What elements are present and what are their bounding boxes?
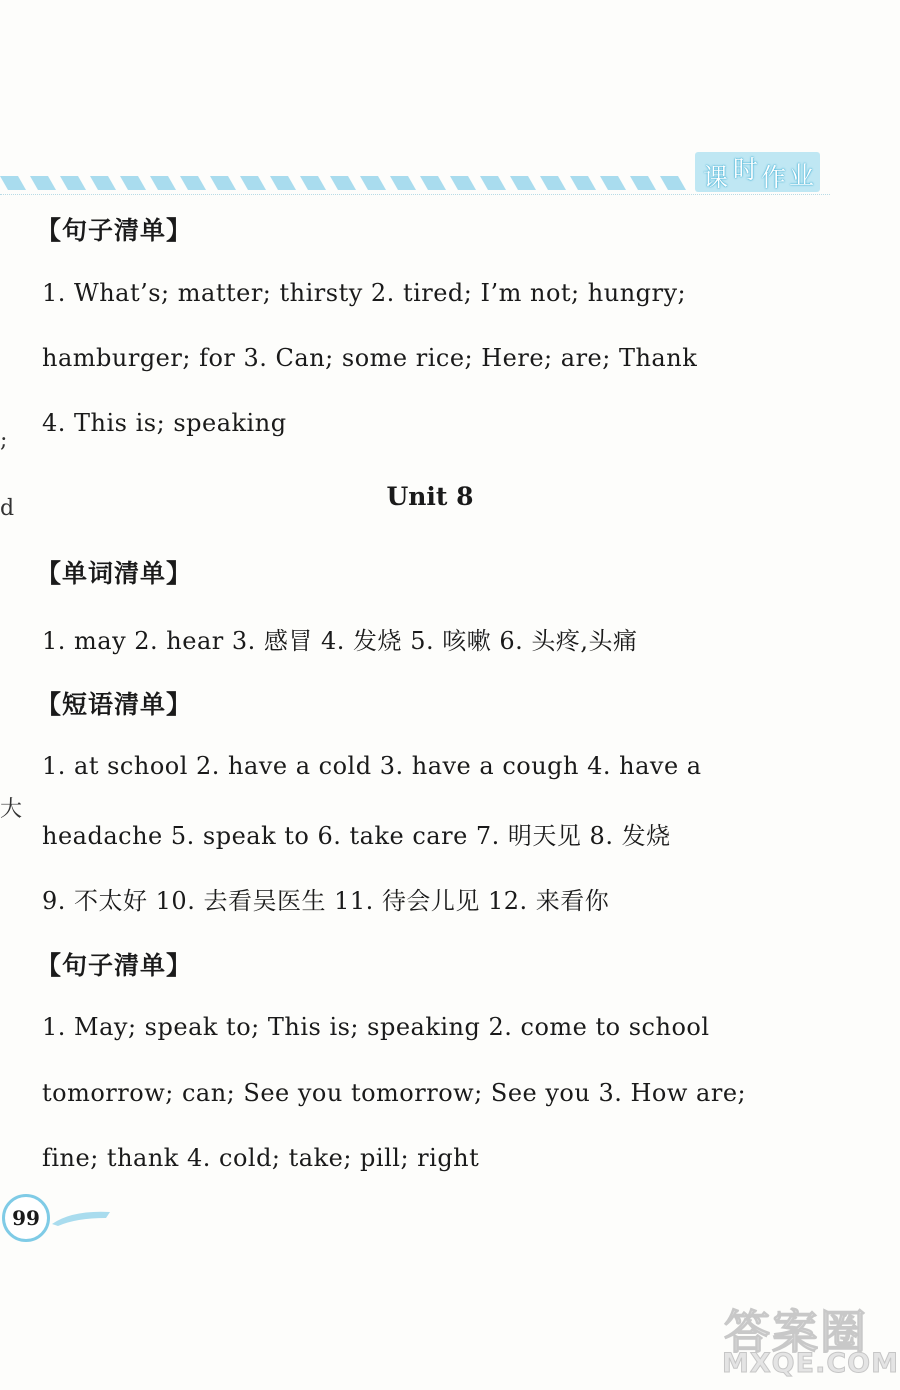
header-label-badge: [695, 152, 820, 192]
answer-line: 1. at school 2. have a cold 3. have a cough 4. have a: [42, 752, 702, 780]
header-char-4: 业: [789, 161, 815, 190]
margin-fragment-3: 大: [0, 797, 23, 822]
answer-line: 4. This is; speaking: [42, 409, 287, 437]
answer-line: hamburger; for 3. Can; some rice; Here; are; Thank: [42, 344, 698, 372]
unit-title: Unit 8: [386, 482, 474, 511]
answer-line: 1. What’s; matter; thirsty 2. tired; I’m not; hungry;: [42, 279, 687, 307]
answer-line: headache 5. speak to 6. take care 7. 明天见 8. 发烧: [42, 822, 671, 850]
header-dash-band: [0, 172, 700, 194]
section-heading-phrases: 【短语清单】: [36, 690, 193, 719]
section-heading-sentences-1: 【句子清单】: [36, 216, 193, 245]
header-char-1: 课: [703, 163, 729, 192]
section-heading-words: 【单词清单】: [36, 559, 193, 588]
answer-line: 9. 不太好 10. 去看吴医生 11. 待会儿见 12. 来看你: [42, 887, 610, 915]
answer-line: fine; thank 4. cold; take; pill; right: [42, 1144, 480, 1172]
section-heading-sentences-2: 【句子清单】: [36, 951, 193, 980]
watermark-url: MXQE.COM: [722, 1348, 899, 1379]
header-char-3: 作: [761, 163, 787, 192]
answer-line: 1. may 2. hear 3. 感冒 4. 发烧 5. 咳嗽 6. 头疼,头痛: [42, 627, 638, 655]
watermark-logo-text: 答案圈: [724, 1305, 868, 1359]
header-char-2: 时: [733, 155, 759, 184]
page-swoosh-decoration: [52, 1208, 112, 1228]
page-number: 99: [2, 1194, 50, 1242]
margin-fragment-1: ;: [0, 428, 8, 453]
answer-line: tomorrow; can; See you tomorrow; See you 3. How are;: [42, 1079, 747, 1107]
header-divider: [0, 194, 830, 195]
answer-line: 1. May; speak to; This is; speaking 2. come to school: [42, 1013, 710, 1041]
watermark: [722, 1296, 899, 1384]
margin-fragment-2: d: [0, 496, 15, 521]
